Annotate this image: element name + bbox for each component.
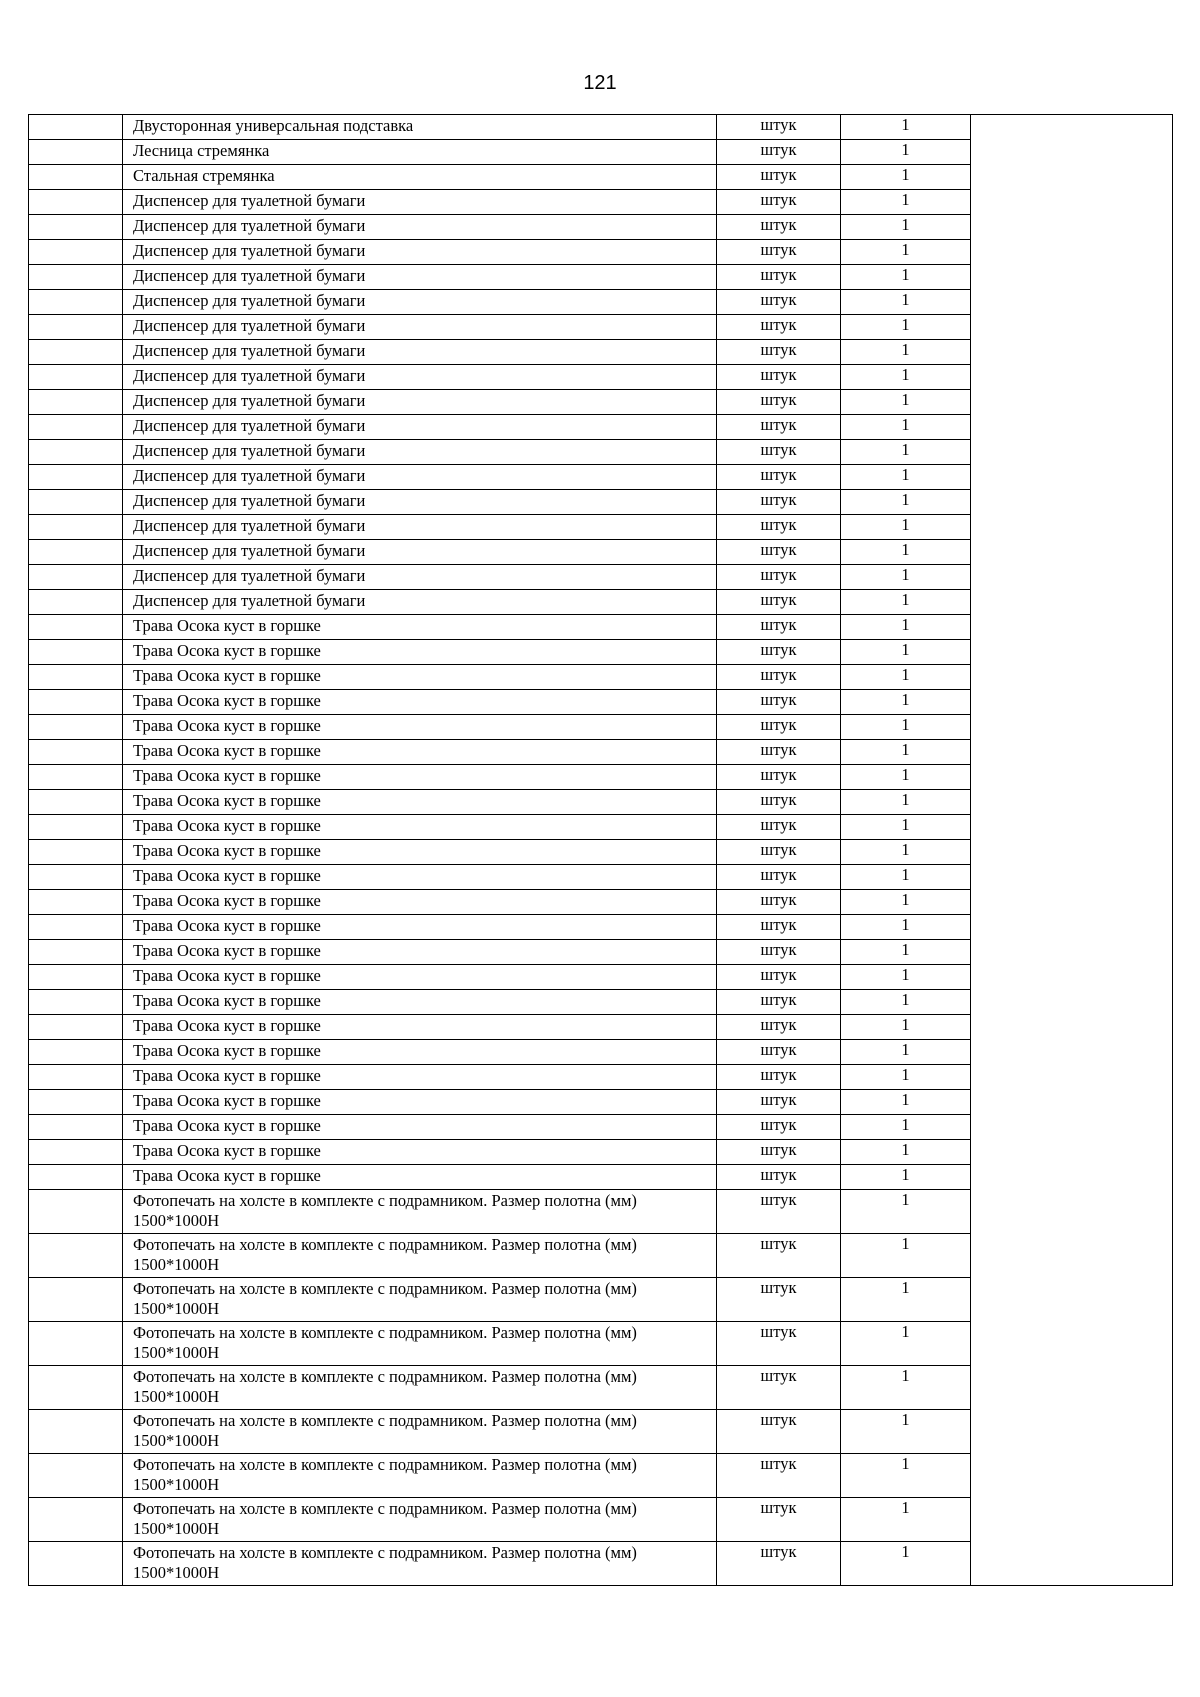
quantity-cell: 1: [841, 1140, 971, 1165]
index-cell: [29, 490, 123, 515]
item-name-cell: [123, 140, 717, 165]
index-cell: [29, 715, 123, 740]
item-name-cell: [123, 990, 717, 1015]
index-cell: [29, 440, 123, 465]
quantity-cell: 1: [841, 1322, 971, 1366]
quantity-cell: 1: [841, 265, 971, 290]
item-name-cell: [123, 640, 717, 665]
item-name-cell: [123, 1278, 717, 1322]
item-name-cell: [123, 1234, 717, 1278]
item-name-cell: [123, 540, 717, 565]
item-name-cell: [123, 965, 717, 990]
item-name: Трава Осока куст в горшке: [133, 816, 321, 835]
item-name-cell: [123, 1065, 717, 1090]
quantity-cell: 1: [841, 1015, 971, 1040]
item-name-cell: [123, 740, 717, 765]
quantity-cell: 1: [841, 1234, 971, 1278]
item-name: Трава Осока куст в горшке: [133, 1041, 321, 1060]
quantity-cell: 1: [841, 940, 971, 965]
unit-cell: штук: [717, 1040, 841, 1065]
item-name-cell: [123, 340, 717, 365]
unit-cell: штук: [717, 840, 841, 865]
item-name-cell: [123, 690, 717, 715]
index-cell: [29, 315, 123, 340]
item-name: Трава Осока куст в горшке: [133, 1166, 321, 1185]
index-cell: [29, 515, 123, 540]
unit-cell: штук: [717, 365, 841, 390]
index-cell: [29, 640, 123, 665]
item-name-cell: [123, 840, 717, 865]
unit-cell: штук: [717, 165, 841, 190]
unit-cell: штук: [717, 615, 841, 640]
item-name: Трава Осока куст в горшке: [133, 716, 321, 735]
quantity-cell: 1: [841, 1454, 971, 1498]
index-cell: [29, 190, 123, 215]
index-cell: [29, 340, 123, 365]
unit-cell: штук: [717, 565, 841, 590]
item-name-cell: [123, 1498, 717, 1542]
index-cell: [29, 590, 123, 615]
item-name: Диспенсер для туалетной бумаги: [133, 291, 366, 310]
unit-cell: штук: [717, 1234, 841, 1278]
item-name: Фотопечать на холсте в комплекте с подрамником. Размер полотна (мм): [133, 1191, 637, 1210]
item-name: Фотопечать на холсте в комплекте с подрамником. Размер полотна (мм): [133, 1235, 637, 1254]
quantity-cell: 1: [841, 840, 971, 865]
item-name: Диспенсер для туалетной бумаги: [133, 491, 366, 510]
unit-cell: штук: [717, 890, 841, 915]
quantity-cell: 1: [841, 865, 971, 890]
unit-cell: штук: [717, 315, 841, 340]
quantity-cell: 1: [841, 340, 971, 365]
item-name-cell: [123, 1165, 717, 1190]
quantity-cell: 1: [841, 1165, 971, 1190]
item-name-cell: [123, 1090, 717, 1115]
item-name-cell: [123, 515, 717, 540]
item-name-cell: [123, 915, 717, 940]
item-name-cell: [123, 890, 717, 915]
unit-cell: штук: [717, 415, 841, 440]
table-row: [29, 115, 1173, 140]
item-name: Диспенсер для туалетной бумаги: [133, 316, 366, 335]
index-cell: [29, 915, 123, 940]
index-cell: [29, 1065, 123, 1090]
item-name: Трава Осока куст в горшке: [133, 841, 321, 860]
item-name: Трава Осока куст в горшке: [133, 666, 321, 685]
index-cell: [29, 465, 123, 490]
quantity-cell: 1: [841, 1366, 971, 1410]
item-name-cell: [123, 165, 717, 190]
index-cell: [29, 990, 123, 1015]
quantity-cell: 1: [841, 965, 971, 990]
quantity-cell: 1: [841, 290, 971, 315]
item-name: Фотопечать на холсте в комплекте с подрамником. Размер полотна (мм): [133, 1455, 637, 1474]
quantity-cell: 1: [841, 315, 971, 340]
unit-cell: штук: [717, 1090, 841, 1115]
index-cell: [29, 690, 123, 715]
item-name: Фотопечать на холсте в комплекте с подрамником. Размер полотна (мм): [133, 1499, 637, 1518]
quantity-cell: 1: [841, 665, 971, 690]
quantity-cell: 1: [841, 115, 971, 140]
item-name: Трава Осока куст в горшке: [133, 991, 321, 1010]
index-cell: [29, 140, 123, 165]
index-cell: [29, 1165, 123, 1190]
unit-cell: штук: [717, 1322, 841, 1366]
item-name: Трава Осока куст в горшке: [133, 691, 321, 710]
quantity-cell: 1: [841, 240, 971, 265]
unit-cell: штук: [717, 590, 841, 615]
item-name: Лесница стремянка: [133, 141, 270, 160]
unit-cell: штук: [717, 1065, 841, 1090]
index-cell: [29, 665, 123, 690]
item-name: Трава Осока куст в горшке: [133, 641, 321, 660]
item-name: Диспенсер для туалетной бумаги: [133, 541, 366, 560]
index-cell: [29, 765, 123, 790]
index-cell: [29, 1190, 123, 1234]
item-name-cell: [123, 565, 717, 590]
unit-cell: штук: [717, 490, 841, 515]
quantity-cell: 1: [841, 1040, 971, 1065]
item-name: Трава Осока куст в горшке: [133, 866, 321, 885]
quantity-cell: 1: [841, 540, 971, 565]
unit-cell: штук: [717, 690, 841, 715]
item-name: Фотопечать на холсте в комплекте с подрамником. Размер полотна (мм): [133, 1279, 637, 1298]
item-name-cell: [123, 265, 717, 290]
quantity-cell: 1: [841, 565, 971, 590]
item-name: Диспенсер для туалетной бумаги: [133, 391, 366, 410]
inventory-table: [28, 114, 1173, 1586]
index-cell: [29, 415, 123, 440]
index-cell: [29, 1322, 123, 1366]
item-name-cell: [123, 1190, 717, 1234]
quantity-cell: 1: [841, 415, 971, 440]
index-cell: [29, 1115, 123, 1140]
unit-cell: штук: [717, 515, 841, 540]
item-name: Диспенсер для туалетной бумаги: [133, 341, 366, 360]
unit-cell: штук: [717, 190, 841, 215]
item-name: Диспенсер для туалетной бумаги: [133, 466, 366, 485]
item-name-cell: [123, 1115, 717, 1140]
unit-cell: штук: [717, 115, 841, 140]
quantity-cell: 1: [841, 1190, 971, 1234]
index-cell: [29, 1454, 123, 1498]
item-name: Диспенсер для туалетной бумаги: [133, 241, 366, 260]
quantity-cell: 1: [841, 790, 971, 815]
item-name: Диспенсер для туалетной бумаги: [133, 216, 366, 235]
item-name: Диспенсер для туалетной бумаги: [133, 416, 366, 435]
item-name: Трава Осока куст в горшке: [133, 1016, 321, 1035]
item-name: Трава Осока куст в горшке: [133, 1091, 321, 1110]
quantity-cell: 1: [841, 1542, 971, 1586]
unit-cell: штук: [717, 865, 841, 890]
item-name: Трава Осока куст в горшке: [133, 766, 321, 785]
unit-cell: штук: [717, 265, 841, 290]
index-cell: [29, 165, 123, 190]
index-cell: [29, 1090, 123, 1115]
unit-cell: штук: [717, 1165, 841, 1190]
quantity-cell: 1: [841, 765, 971, 790]
item-name-cell: [123, 240, 717, 265]
item-name-cell: [123, 1322, 717, 1366]
unit-cell: штук: [717, 215, 841, 240]
index-cell: [29, 390, 123, 415]
index-cell: [29, 865, 123, 890]
unit-cell: штук: [717, 1498, 841, 1542]
unit-cell: штук: [717, 440, 841, 465]
item-name-line2: 1500*1000Н: [133, 1475, 220, 1494]
unit-cell: штук: [717, 1366, 841, 1410]
index-cell: [29, 1278, 123, 1322]
item-name-cell: [123, 1140, 717, 1165]
quantity-cell: 1: [841, 740, 971, 765]
item-name-cell: [123, 290, 717, 315]
item-name-cell: [123, 1015, 717, 1040]
item-name-cell: [123, 1040, 717, 1065]
index-cell: [29, 1366, 123, 1410]
index-cell: [29, 215, 123, 240]
item-name-line2: 1500*1000Н: [133, 1519, 220, 1538]
item-name-line2: 1500*1000Н: [133, 1299, 220, 1318]
quantity-cell: 1: [841, 390, 971, 415]
item-name: Диспенсер для туалетной бумаги: [133, 441, 366, 460]
quantity-cell: 1: [841, 715, 971, 740]
item-name: Фотопечать на холсте в комплекте с подрамником. Размер полотна (мм): [133, 1323, 637, 1342]
item-name-line2: 1500*1000Н: [133, 1211, 220, 1230]
quantity-cell: 1: [841, 140, 971, 165]
unit-cell: штук: [717, 815, 841, 840]
item-name: Диспенсер для туалетной бумаги: [133, 591, 366, 610]
item-name: Трава Осока куст в горшке: [133, 1141, 321, 1160]
item-name-line2: 1500*1000Н: [133, 1387, 220, 1406]
item-name-cell: [123, 615, 717, 640]
unit-cell: штук: [717, 640, 841, 665]
unit-cell: штук: [717, 1190, 841, 1234]
item-name: Трава Осока куст в горшке: [133, 891, 321, 910]
index-cell: [29, 840, 123, 865]
item-name: Трава Осока куст в горшке: [133, 966, 321, 985]
quantity-cell: 1: [841, 1498, 971, 1542]
index-cell: [29, 1140, 123, 1165]
unit-cell: штук: [717, 715, 841, 740]
item-name-cell: [123, 1454, 717, 1498]
item-name: Фотопечать на холсте в комплекте с подрамником. Размер полотна (мм): [133, 1367, 637, 1386]
item-name-cell: [123, 865, 717, 890]
item-name-cell: [123, 115, 717, 140]
item-name: Фотопечать на холсте в комплекте с подрамником. Размер полотна (мм): [133, 1411, 637, 1430]
quantity-cell: 1: [841, 1090, 971, 1115]
quantity-cell: 1: [841, 165, 971, 190]
index-cell: [29, 265, 123, 290]
unit-cell: штук: [717, 765, 841, 790]
unit-cell: штук: [717, 915, 841, 940]
unit-cell: штук: [717, 790, 841, 815]
unit-cell: штук: [717, 140, 841, 165]
item-name: Трава Осока куст в горшке: [133, 916, 321, 935]
quantity-cell: 1: [841, 815, 971, 840]
item-name: Диспенсер для туалетной бумаги: [133, 366, 366, 385]
quantity-cell: 1: [841, 215, 971, 240]
index-cell: [29, 1542, 123, 1586]
item-name-cell: [123, 665, 717, 690]
unit-cell: штук: [717, 990, 841, 1015]
item-name-line2: 1500*1000Н: [133, 1343, 220, 1362]
item-name-line2: 1500*1000Н: [133, 1431, 220, 1450]
quantity-cell: 1: [841, 890, 971, 915]
index-cell: [29, 790, 123, 815]
quantity-cell: 1: [841, 640, 971, 665]
index-cell: [29, 1234, 123, 1278]
item-name-cell: [123, 365, 717, 390]
index-cell: [29, 1015, 123, 1040]
item-name: Двусторонная универсальная подставка: [133, 116, 414, 135]
item-name: Трава Осока куст в горшке: [133, 1066, 321, 1085]
index-cell: [29, 540, 123, 565]
index-cell: [29, 290, 123, 315]
unit-cell: штук: [717, 1410, 841, 1454]
index-cell: [29, 890, 123, 915]
unit-cell: штук: [717, 1278, 841, 1322]
item-name-cell: [123, 715, 717, 740]
index-cell: [29, 815, 123, 840]
index-cell: [29, 1040, 123, 1065]
index-cell: [29, 965, 123, 990]
item-name-cell: [123, 415, 717, 440]
item-name-cell: [123, 940, 717, 965]
quantity-cell: 1: [841, 690, 971, 715]
quantity-cell: 1: [841, 615, 971, 640]
index-cell: [29, 940, 123, 965]
quantity-cell: 1: [841, 1410, 971, 1454]
item-name-cell: [123, 815, 717, 840]
unit-cell: штук: [717, 740, 841, 765]
quantity-cell: 1: [841, 515, 971, 540]
index-cell: [29, 615, 123, 640]
item-name: Трава Осока куст в горшке: [133, 941, 321, 960]
item-name: Трава Осока куст в горшке: [133, 791, 321, 810]
quantity-cell: 1: [841, 1065, 971, 1090]
unit-cell: штук: [717, 965, 841, 990]
item-name: Трава Осока куст в горшке: [133, 1116, 321, 1135]
unit-cell: штук: [717, 390, 841, 415]
item-name-cell: [123, 465, 717, 490]
item-name-cell: [123, 590, 717, 615]
item-name-line2: 1500*1000Н: [133, 1255, 220, 1274]
quantity-cell: 1: [841, 490, 971, 515]
unit-cell: штук: [717, 1542, 841, 1586]
index-cell: [29, 240, 123, 265]
unit-cell: штук: [717, 1015, 841, 1040]
quantity-cell: 1: [841, 365, 971, 390]
item-name-cell: [123, 1366, 717, 1410]
item-name: Стальная стремянка: [133, 166, 275, 185]
index-cell: [29, 1498, 123, 1542]
notes-cell: [971, 115, 1173, 1586]
item-name-cell: [123, 390, 717, 415]
index-cell: [29, 115, 123, 140]
item-name: Трава Осока куст в горшке: [133, 741, 321, 760]
page-number: 121: [583, 72, 617, 94]
unit-cell: штук: [717, 665, 841, 690]
inventory-table-body: [29, 115, 1173, 1586]
item-name-line2: 1500*1000Н: [133, 1563, 220, 1582]
item-name-cell: [123, 315, 717, 340]
quantity-cell: 1: [841, 465, 971, 490]
item-name: Фотопечать на холсте в комплекте с подрамником. Размер полотна (мм): [133, 1543, 637, 1562]
unit-cell: штук: [717, 340, 841, 365]
unit-cell: штук: [717, 1140, 841, 1165]
item-name-cell: [123, 190, 717, 215]
quantity-cell: 1: [841, 590, 971, 615]
item-name-cell: [123, 440, 717, 465]
item-name: Трава Осока куст в горшке: [133, 616, 321, 635]
quantity-cell: 1: [841, 1115, 971, 1140]
item-name: Диспенсер для туалетной бумаги: [133, 516, 366, 535]
index-cell: [29, 1410, 123, 1454]
unit-cell: штук: [717, 1454, 841, 1498]
quantity-cell: 1: [841, 440, 971, 465]
index-cell: [29, 365, 123, 390]
item-name-cell: [123, 790, 717, 815]
quantity-cell: 1: [841, 915, 971, 940]
unit-cell: штук: [717, 1115, 841, 1140]
unit-cell: штук: [717, 465, 841, 490]
item-name-cell: [123, 215, 717, 240]
item-name: Диспенсер для туалетной бумаги: [133, 266, 366, 285]
quantity-cell: 1: [841, 1278, 971, 1322]
unit-cell: штук: [717, 540, 841, 565]
item-name-cell: [123, 1410, 717, 1454]
item-name: Диспенсер для туалетной бумаги: [133, 191, 366, 210]
quantity-cell: 1: [841, 190, 971, 215]
item-name-cell: [123, 765, 717, 790]
unit-cell: штук: [717, 290, 841, 315]
quantity-cell: 1: [841, 990, 971, 1015]
index-cell: [29, 740, 123, 765]
index-cell: [29, 565, 123, 590]
item-name-cell: [123, 1542, 717, 1586]
unit-cell: штук: [717, 240, 841, 265]
item-name: Диспенсер для туалетной бумаги: [133, 566, 366, 585]
item-name-cell: [123, 490, 717, 515]
unit-cell: штук: [717, 940, 841, 965]
